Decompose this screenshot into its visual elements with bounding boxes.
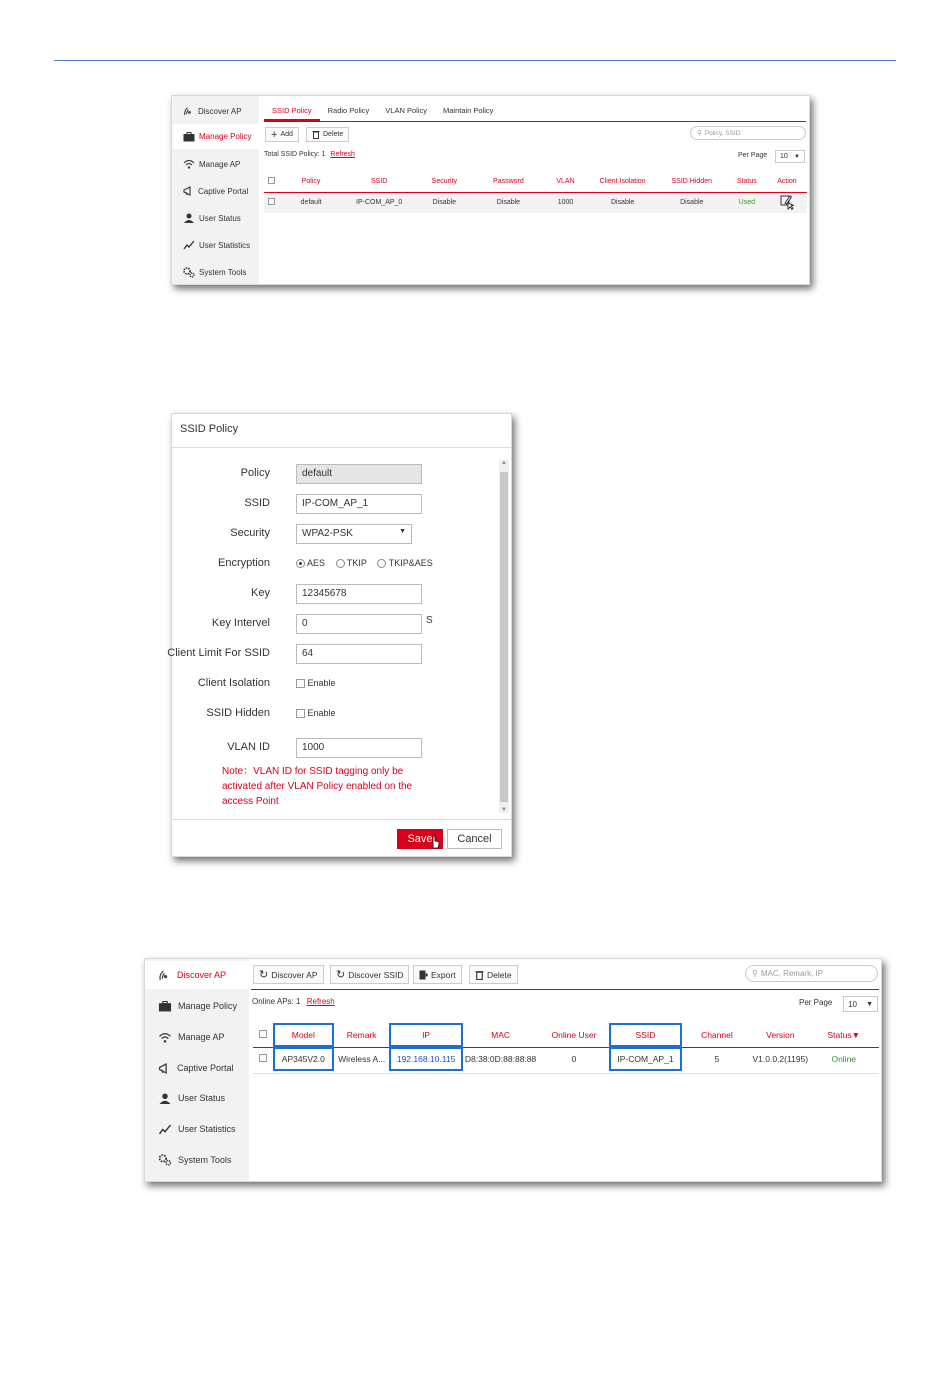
col-model: Model — [275, 1025, 331, 1045]
col-online-user: Online User — [551, 1029, 597, 1040]
security-value: WPA2-PSK — [302, 528, 353, 539]
discover-ap-label: Discover AP — [271, 969, 318, 980]
delete-label: Delete — [323, 131, 344, 138]
edit-icon[interactable] — [780, 194, 794, 210]
col-security: Security — [431, 177, 457, 185]
wifi-icon — [158, 1032, 172, 1043]
sidebar-item-label: Manage AP — [178, 1032, 225, 1042]
cell-policy: default — [300, 199, 322, 207]
sidebar-item-label: Manage Policy — [178, 1001, 238, 1011]
delete-button[interactable] — [306, 127, 349, 142]
col-status: Status▼ — [827, 1029, 860, 1040]
per-page-value: 10 — [848, 999, 857, 1009]
ap-search-input[interactable] — [745, 965, 878, 982]
encryption-label: Encryption — [218, 557, 270, 569]
client-limit-field[interactable]: 64 — [296, 644, 422, 664]
sidebar — [145, 959, 249, 1181]
cell-mac: D8:38:0D:88:88:88 — [464, 1054, 537, 1065]
tab-radio-policy[interactable]: Radio Policy — [327, 106, 370, 115]
manage-policy-icon — [183, 132, 195, 142]
row-checkbox[interactable] — [259, 1054, 267, 1062]
row-checkbox[interactable] — [268, 198, 275, 205]
policy-label: Policy — [240, 467, 270, 479]
security-row — [172, 524, 502, 546]
key-label: Key — [251, 587, 270, 599]
cell-password: Disable — [496, 199, 521, 207]
discover-ap-icon — [183, 106, 194, 117]
online-aps-text — [252, 997, 335, 1006]
col-ssid-hidden: SSID Hidden — [671, 177, 712, 185]
select-all-checkbox[interactable] — [268, 177, 275, 184]
radio-tkip-aes[interactable] — [377, 559, 386, 568]
sidebar-item-manage-policy[interactable] — [172, 124, 259, 149]
policy-tabs — [264, 99, 806, 122]
sidebar-item-label: User Status — [199, 213, 241, 223]
manage-policy-icon — [158, 1001, 172, 1012]
tkip-label: TKIP — [346, 558, 367, 568]
ssid-policy-panel — [171, 95, 810, 285]
cell-status: Online — [831, 1054, 857, 1065]
cell-online-user: 0 — [571, 1054, 577, 1065]
dialog-scrollbar[interactable] — [499, 460, 509, 813]
trash-icon — [312, 130, 320, 139]
users-icon — [183, 213, 195, 223]
search-placeholder: Policy, SSID — [704, 129, 741, 137]
discover-ssid-label: Discover SSID — [348, 969, 404, 980]
delete-button[interactable] — [469, 965, 518, 984]
scrollbar-thumb[interactable] — [500, 472, 508, 802]
scroll-up-icon[interactable]: ▲ — [501, 460, 507, 466]
aes-label: AES — [307, 558, 326, 568]
radio-aes[interactable] — [296, 559, 305, 568]
security-select[interactable] — [296, 524, 412, 544]
key-row — [172, 584, 502, 606]
dialog-title: SSID Policy — [180, 423, 239, 435]
col-status: Status — [736, 177, 757, 185]
col-ip: IP — [391, 1025, 461, 1045]
export-label: Export — [431, 969, 456, 980]
enable-label: Enable — [307, 708, 336, 718]
sidebar-item-captive-portal[interactable] — [172, 179, 259, 203]
search-icon: ⚲ — [697, 130, 702, 137]
policy-row — [172, 464, 502, 486]
ssid-policy-dialog — [167, 413, 512, 857]
sidebar-item-label: Captive Portal — [198, 186, 249, 196]
radio-tkip[interactable] — [336, 559, 345, 568]
client-limit-label: Client Limit For SSID — [167, 647, 270, 659]
export-icon — [419, 970, 428, 980]
per-page-value: 10 — [780, 153, 788, 160]
sidebar-item-system-tools[interactable] — [172, 260, 259, 284]
ap-table — [253, 1023, 879, 1071]
policy-field: default — [296, 464, 422, 484]
sidebar-item-label: Manage AP — [199, 159, 241, 169]
sidebar-item-label: Discover AP — [198, 106, 242, 116]
discover-ssid-button[interactable] — [330, 965, 409, 984]
ssid-row — [172, 494, 502, 516]
cell-model: AP345V2.0 — [275, 1049, 331, 1069]
per-page-label: Per Page — [738, 152, 768, 159]
cell-version: V1.0.0.2(1195) — [752, 1054, 809, 1065]
dialog-form — [167, 464, 502, 814]
col-ssid: SSID — [371, 177, 388, 185]
col-ssid: SSID — [611, 1025, 679, 1045]
hand-cursor-icon — [430, 835, 440, 852]
key-interval-field[interactable]: 0 — [296, 614, 422, 634]
search-icon: ⚲ — [752, 969, 758, 978]
discover-ap-button[interactable] — [253, 965, 324, 984]
sidebar-item-system-tools[interactable] — [145, 1146, 249, 1174]
sidebar-item-discover-ap[interactable] — [172, 99, 259, 123]
gears-icon — [183, 267, 195, 278]
cell-vlan: 1000 — [557, 199, 574, 207]
wifi-icon — [183, 159, 195, 169]
refresh-link[interactable]: Refresh — [306, 997, 335, 1006]
per-page-label: Per Page — [799, 998, 833, 1007]
sidebar-item-label: System Tools — [178, 1155, 232, 1165]
select-all-checkbox[interactable] — [259, 1030, 267, 1038]
chart-line-icon — [183, 240, 195, 250]
ssid-hidden-row — [172, 704, 502, 726]
online-label: Online APs: 1 — [252, 997, 301, 1006]
cell-remark: Wireless A... — [338, 1054, 386, 1065]
toolbar-divider — [251, 989, 879, 990]
search-placeholder: MAC, Remark, IP — [760, 969, 824, 978]
save-button[interactable] — [397, 829, 443, 849]
add-button[interactable] — [265, 127, 299, 142]
dialog-footer-divider — [172, 819, 511, 820]
sidebar-item-manage-policy[interactable] — [145, 992, 249, 1020]
sidebar-item-captive-portal[interactable] — [145, 1054, 249, 1082]
key-field[interactable]: 12345678 — [296, 584, 422, 604]
col-channel: Channel — [701, 1029, 733, 1040]
col-client-isolation: Client Isolation — [599, 177, 646, 185]
cell-ssid-hidden: Disable — [680, 199, 704, 207]
policy-search-input[interactable] — [690, 126, 806, 140]
megaphone-icon — [183, 186, 194, 196]
sidebar — [172, 96, 259, 284]
ssid-policy-table — [264, 171, 807, 213]
refresh-link[interactable]: Refresh — [330, 151, 355, 158]
sidebar-item-manage-ap[interactable] — [145, 1023, 249, 1051]
sidebar-item-discover-ap[interactable] — [145, 961, 249, 989]
ssid-label: SSID — [244, 497, 270, 509]
col-vlan: VLAN — [556, 177, 575, 185]
client-isolation-row — [172, 674, 502, 696]
tab-maintain-policy[interactable]: Maintain Policy — [442, 106, 494, 115]
vlan-field[interactable]: 1000 — [296, 738, 422, 758]
col-remark: Remark — [346, 1029, 377, 1040]
client-isolation-option — [296, 678, 336, 688]
export-button[interactable] — [413, 965, 462, 984]
total-label: Total SSID Policy: 1 — [264, 151, 326, 158]
delete-label: Delete — [487, 969, 512, 980]
chart-line-icon — [158, 1124, 172, 1135]
vlan-row — [172, 738, 502, 760]
col-action: Action — [777, 177, 797, 185]
sidebar-item-label: Captive Portal — [177, 1063, 234, 1073]
total-policy-text — [264, 151, 355, 158]
sidebar-item-label: System Tools — [199, 267, 247, 277]
plus-icon: + — [271, 128, 278, 141]
cell-channel: 5 — [714, 1054, 720, 1065]
col-policy: Policy — [301, 177, 321, 185]
sidebar-item-label: User Status — [178, 1093, 226, 1103]
encryption-options — [296, 558, 433, 568]
tab-ssid-policy[interactable]: SSID Policy — [264, 106, 320, 121]
refresh-icon: ↻ — [336, 969, 346, 981]
client-limit-row — [167, 644, 502, 666]
sidebar-item-user-status[interactable] — [145, 1084, 249, 1112]
row-divider — [253, 1073, 879, 1074]
sidebar-item-user-status[interactable] — [172, 206, 259, 230]
ssid-hidden-checkbox[interactable] — [296, 709, 305, 718]
cell-security: Disable — [432, 199, 456, 207]
security-label: Security — [230, 527, 270, 539]
tkip-aes-label: TKIP&AES — [388, 558, 433, 568]
gears-icon — [158, 1154, 172, 1166]
add-label: Add — [280, 131, 293, 138]
header-rule — [54, 60, 896, 61]
sidebar-item-user-statistics[interactable] — [145, 1115, 249, 1143]
table-row[interactable] — [264, 192, 807, 213]
dialog-title-divider — [172, 447, 511, 448]
vlan-label: VLAN ID — [227, 741, 270, 753]
caret-down-icon: ▼ — [866, 1000, 873, 1008]
users-icon — [158, 1093, 172, 1104]
refresh-icon: ↻ — [259, 969, 269, 981]
scroll-down-icon[interactable]: ▼ — [501, 807, 507, 813]
sidebar-item-label: User Statistics — [199, 240, 251, 250]
ssid-hidden-label: SSID Hidden — [206, 707, 270, 719]
key-interval-label: Key Intervel — [211, 617, 270, 629]
ssid-field[interactable]: IP-COM_AP_1 — [296, 494, 422, 514]
per-page-select[interactable] — [775, 150, 805, 163]
discover-ap-panel — [144, 958, 882, 1182]
vlan-note: Note：VLAN ID for SSID tagging only be activated after VLAN Policy enabled on the access Point — [222, 766, 413, 807]
save-label: Save — [407, 833, 433, 845]
col-password: Password — [493, 177, 524, 185]
cell-ip: 192.168.10.115 — [391, 1049, 461, 1069]
key-interval-unit: S — [426, 615, 433, 626]
discover-ap-icon — [158, 969, 171, 982]
caret-down-icon: ▼ — [399, 528, 406, 535]
client-isolation-checkbox[interactable] — [296, 679, 305, 688]
tab-vlan-policy[interactable]: VLAN Policy — [385, 106, 427, 115]
sidebar-item-label: Manage Policy — [199, 132, 252, 141]
cell-client-isolation: Disable — [610, 199, 635, 207]
cancel-button[interactable]: Cancel — [447, 829, 502, 849]
col-version: Version — [766, 1029, 795, 1040]
cell-ssid: IP-COM_AP_0 — [356, 199, 403, 207]
sidebar-item-label: User Statistics — [178, 1124, 236, 1134]
sidebar-item-label: Discover AP — [177, 970, 227, 980]
megaphone-icon — [158, 1063, 171, 1074]
trash-icon — [475, 970, 484, 980]
table-row[interactable] — [253, 1047, 879, 1071]
encryption-row — [172, 554, 502, 576]
per-page-select[interactable] — [843, 996, 878, 1012]
cell-ssid: IP-COM_AP_1 — [611, 1049, 679, 1069]
client-isolation-label: Client Isolation — [197, 677, 270, 689]
caret-down-icon: ▼ — [794, 153, 800, 160]
sidebar-item-user-statistics[interactable] — [172, 233, 259, 257]
sidebar-item-manage-ap[interactable] — [172, 152, 259, 176]
ssid-hidden-option — [296, 708, 336, 718]
col-mac: MAC — [491, 1029, 510, 1040]
enable-label: Enable — [307, 678, 336, 688]
cell-status: Used — [738, 199, 756, 207]
key-interval-row — [172, 614, 502, 636]
